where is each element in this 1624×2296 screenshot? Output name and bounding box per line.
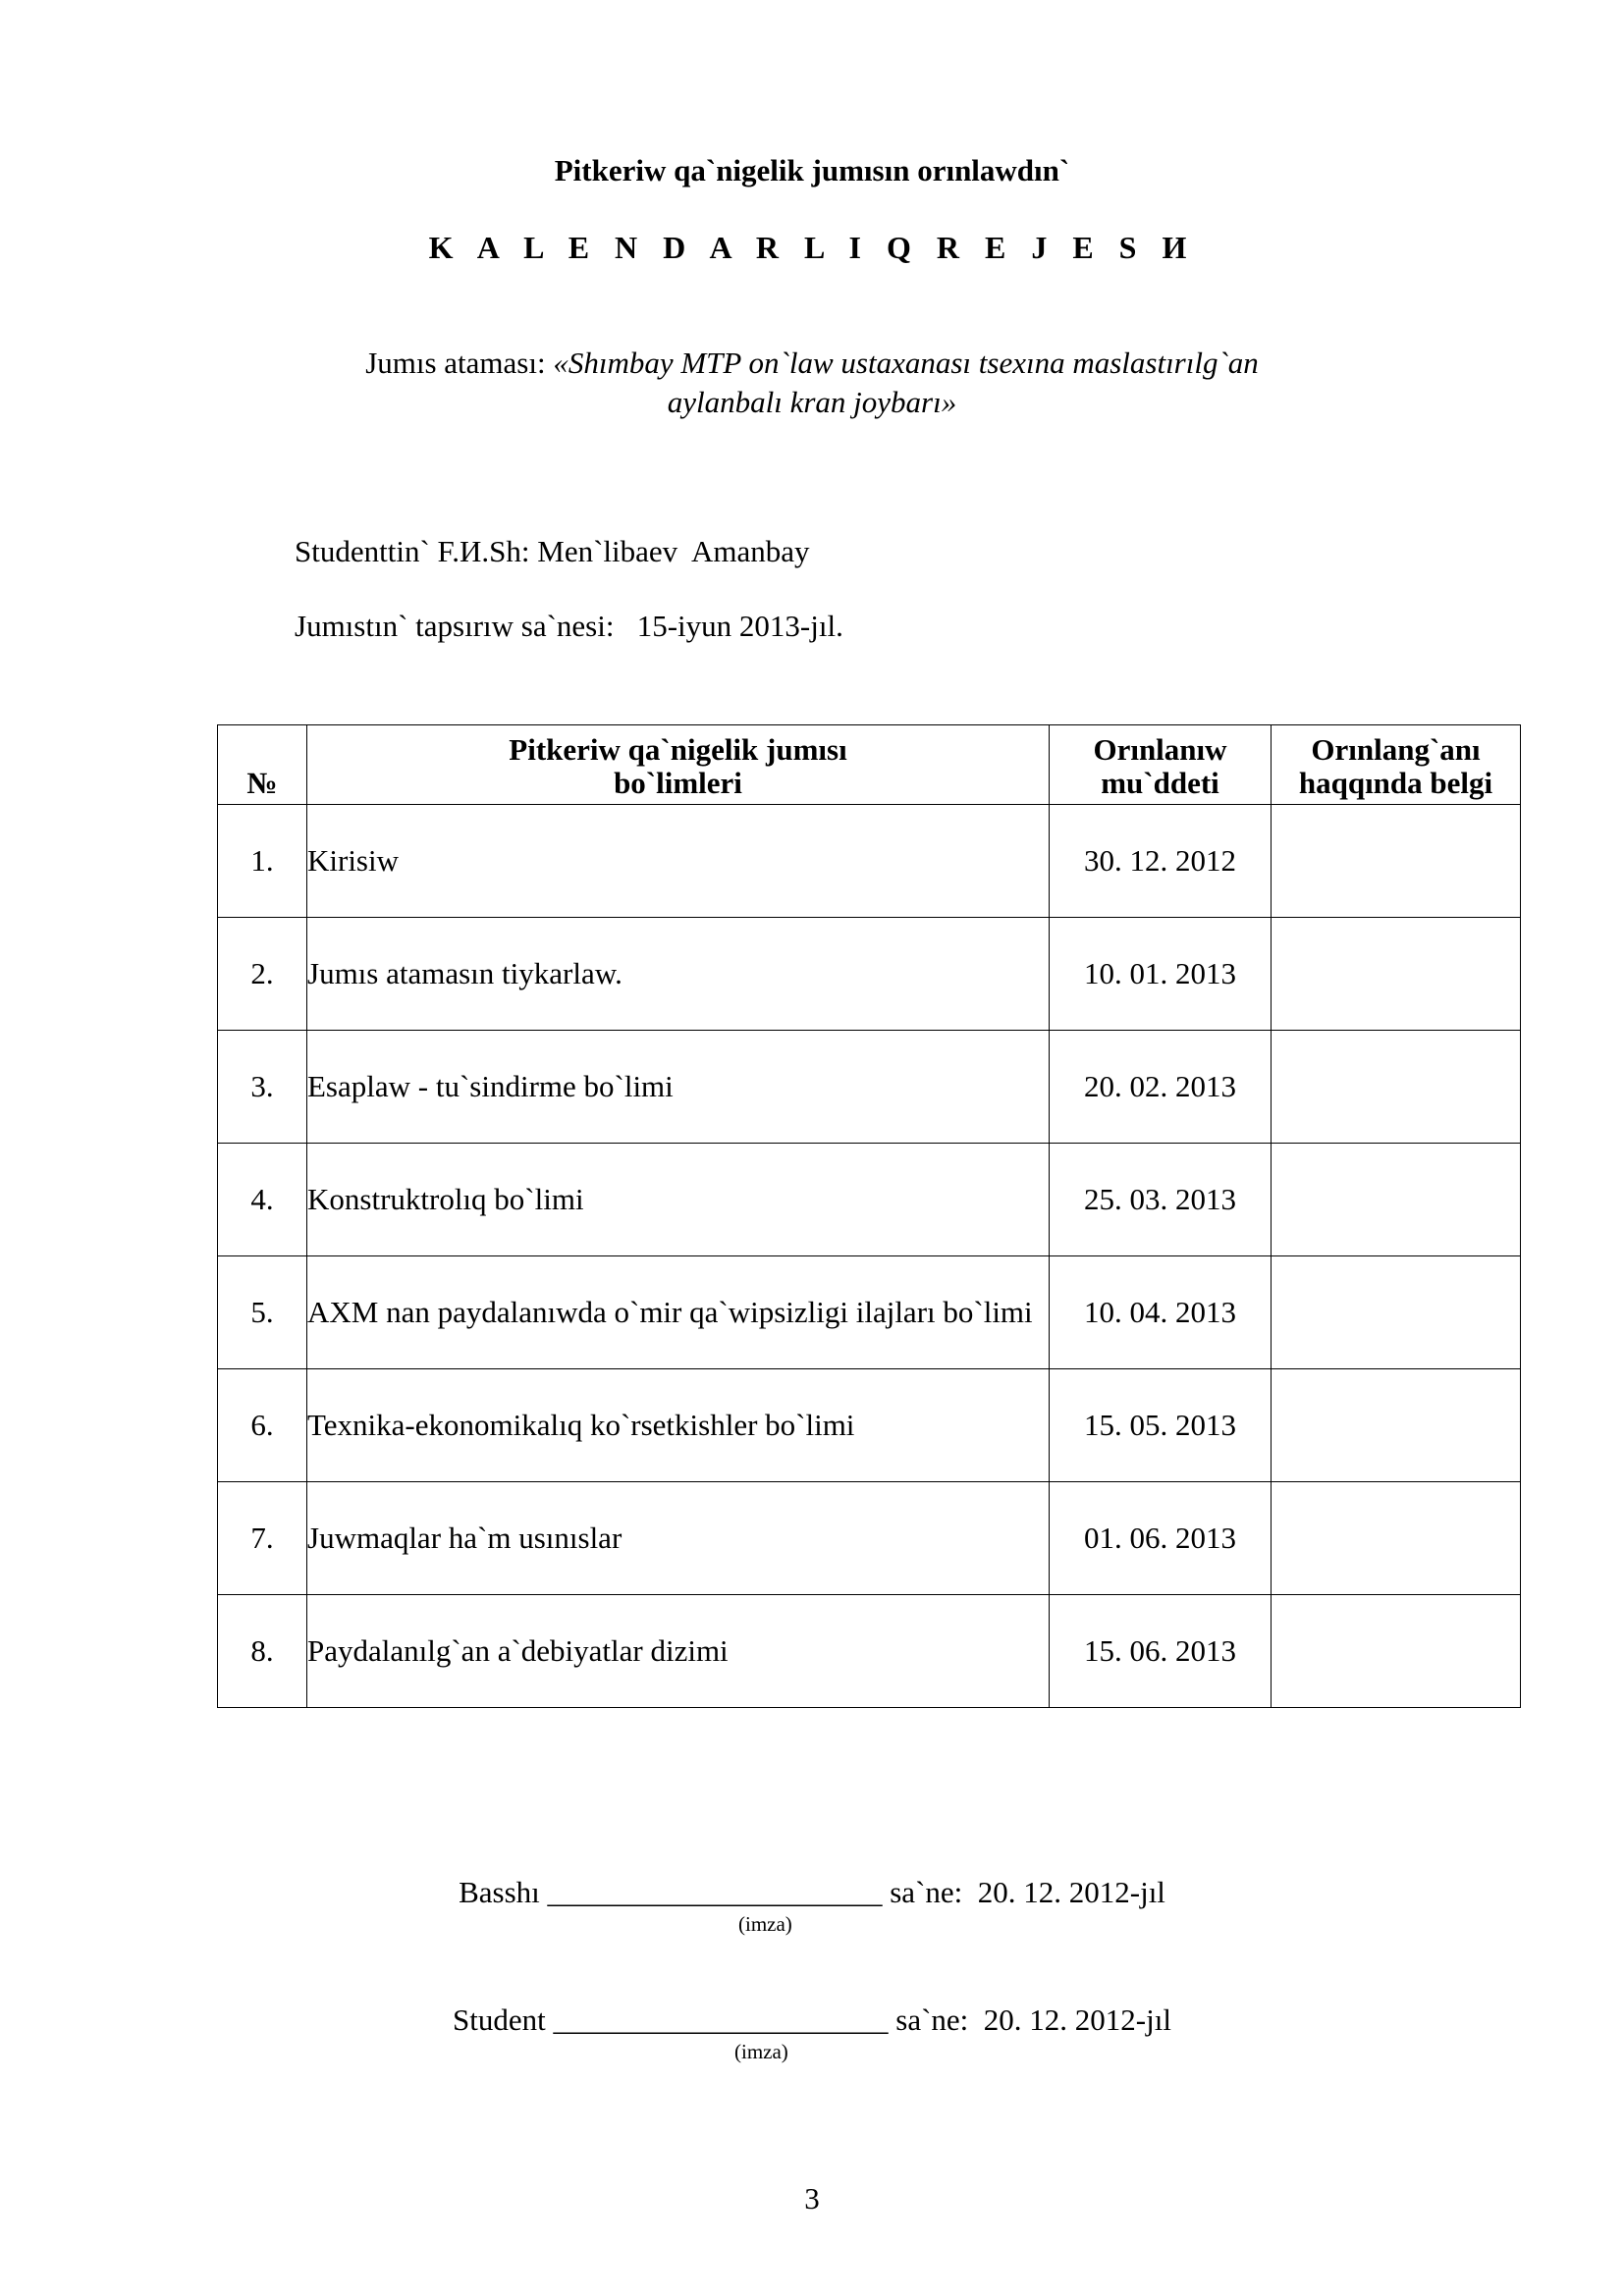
row-due-date: 25. 03. 2013: [1050, 1144, 1272, 1256]
topic-label: Jumıs ataması:: [365, 346, 554, 380]
table-row: [218, 1482, 1521, 1595]
row-due-date: 10. 04. 2013: [1050, 1256, 1272, 1369]
row-mark: [1272, 1595, 1521, 1708]
topic-block: [0, 344, 1624, 422]
table-header-row: [218, 725, 1521, 805]
row-due-date: 15. 06. 2013: [1050, 1595, 1272, 1708]
head-signature-caption: (imza): [738, 1912, 792, 1936]
table-row: [218, 1595, 1521, 1708]
row-section: Konstruktrolıq bo`limi: [307, 1144, 1050, 1256]
header-section-line-2: bo`limleri: [614, 766, 742, 800]
table-row: [218, 1031, 1521, 1144]
student-name: Studenttin` F.И.Sh: Men`libaev Amanbay: [295, 534, 810, 568]
row-mark: [1272, 1256, 1521, 1369]
student-signature-caption: (imza): [734, 2040, 788, 2063]
row-number: 3.: [218, 1031, 307, 1144]
row-section-text: AXM nan paydalanıwda o`mir qa`wipsizligi ilajları bo`limi: [307, 1295, 1033, 1329]
header-mark: [1272, 725, 1521, 805]
student-signature-line: Student ______________________ sa`ne: 20. 12. 2012-jıl: [453, 2002, 1171, 2037]
row-number: 2.: [218, 918, 307, 1031]
row-due-date: 10. 01. 2013: [1050, 918, 1272, 1031]
row-mark: [1272, 1031, 1521, 1144]
row-section: Paydalanılg`an a`debiyatlar dizimi: [307, 1595, 1050, 1708]
row-section: Texnika-ekonomikalıq ko`rsetkishler bo`limi: [307, 1369, 1050, 1482]
head-signature-line: Basshı ______________________ sa`ne: 20. 12. 2012-jıl: [459, 1875, 1165, 1909]
header-mark-line-1: Orınlang`anı: [1311, 732, 1481, 767]
header-due: [1050, 725, 1272, 805]
header-section-line-1: Pitkeriw qa`nigelik jumısı: [509, 732, 847, 767]
topic-name-line-2: aylanbalı kran joybarı»: [667, 385, 957, 419]
row-number: 8.: [218, 1595, 307, 1708]
header-mark-line-2: haqqında belgi: [1298, 766, 1493, 800]
task-date: Jumıstın` tapsırıw sa`nesi: 15-iyun 2013-jıl.: [295, 609, 843, 643]
row-mark: [1272, 1144, 1521, 1256]
row-number: 4.: [218, 1144, 307, 1256]
row-mark: [1272, 1482, 1521, 1595]
table-row: [218, 1256, 1521, 1369]
calendar-plan-table: [217, 724, 1521, 1708]
row-number: 6.: [218, 1369, 307, 1482]
header-section: [307, 725, 1050, 805]
row-section: [307, 1256, 1050, 1369]
topic-line-1: [0, 344, 1624, 383]
row-due-date: 30. 12. 2012: [1050, 805, 1272, 918]
header-due-line-1: Orınlanıw: [1093, 732, 1227, 767]
row-due-date: 15. 05. 2013: [1050, 1369, 1272, 1482]
header-due-line-2: mu`ddeti: [1101, 766, 1219, 800]
row-number: 5.: [218, 1256, 307, 1369]
table-row: [218, 918, 1521, 1031]
row-due-date: 20. 02. 2013: [1050, 1031, 1272, 1144]
row-due-date: 01. 06. 2013: [1050, 1482, 1272, 1595]
document-subtitle: K A L E N D A R L I Q R E J E S И: [428, 230, 1196, 265]
document-title: Pitkeriw qa`nigelik jumısın orınlawdın`: [554, 153, 1070, 187]
header-number: №: [218, 725, 307, 805]
row-section: Juwmaqlar ha`m usınıslar: [307, 1482, 1050, 1595]
row-number: 1.: [218, 805, 307, 918]
table-row: [218, 805, 1521, 918]
table-row: [218, 1369, 1521, 1482]
row-section: Esaplaw - tu`sindirme bo`limi: [307, 1031, 1050, 1144]
page-number: 3: [804, 2181, 820, 2216]
row-section: Jumıs atamasın tiykarlaw.: [307, 918, 1050, 1031]
topic-name-line-1: «Shımbay MTP on`law ustaxanası tsexına maslastırılg`an: [553, 346, 1259, 380]
row-mark: [1272, 805, 1521, 918]
row-number: 7.: [218, 1482, 307, 1595]
row-section: Kirisiw: [307, 805, 1050, 918]
table-row: [218, 1144, 1521, 1256]
row-mark: [1272, 918, 1521, 1031]
row-mark: [1272, 1369, 1521, 1482]
